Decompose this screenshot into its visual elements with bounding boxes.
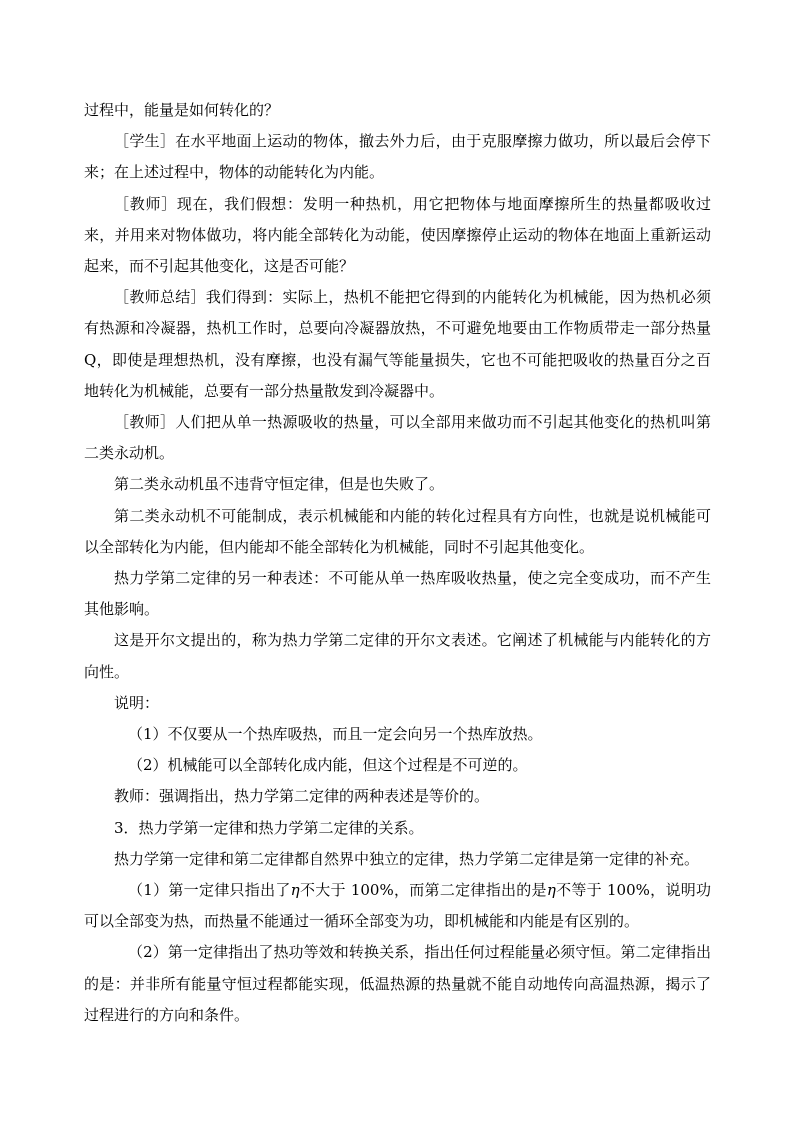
paragraph-note-2: （2）机械能可以全部转化成内能，但这个过程是不可逆的。 xyxy=(128,756,528,775)
paragraph-direction: 第二类永动机不可能制成，表示机械能和内能的转化过程具有方向性，也就是说机械能可以全部转化为内能，但内能却不能全部转化为机械能，同时不引起其他变化。 xyxy=(84,506,711,556)
paragraph-laws-independent: 热力学第一定律和第二定律都自然界中独立的定律，热力学第二定律是第一定律的补充。 xyxy=(114,849,700,868)
paragraph-point-1 xyxy=(84,875,711,937)
point-1-part-b: 不大于 100%，而第二定律指出的是 xyxy=(299,881,547,900)
paragraph-kelvin: 这是开尔文提出的，称为热力学第二定律的开尔文表述。它阐述了机械能与内能转化的方向性。 xyxy=(84,631,711,681)
eta-symbol: η xyxy=(546,881,556,900)
document-body xyxy=(84,95,711,1031)
paragraph-note-1: （1）不仅要从一个热库吸热，而且一定会向另一个热库放热。 xyxy=(128,725,543,744)
paragraph-second-law-statement: 热力学第二定律的另一种表述：不可能从单一热库吸收热量，使之完全变成功，而不产生其他影响。 xyxy=(84,569,711,619)
paragraph-continuation: 过程中，能量是如何转化的？ xyxy=(84,101,280,119)
paragraph-teacher-definition: ［教师］人们把从单一热源吸收的热量，可以全部用来做功而不引起其他变化的热机叫第二类永动机。 xyxy=(84,413,711,463)
paragraph-teacher-hypothesis: ［教师］现在，我们假想：发明一种热机，用它把物体与地面摩擦所生的热量都吸收过来，并用来对物体做功，将内能全部转化为动能，使因摩擦停止运动的物体在地面上重新运动起来，而不引起其他变化，这是否可能？ xyxy=(84,194,711,276)
section-heading-relationship: 3．热力学第一定律和热力学第二定律的关系。 xyxy=(114,818,424,837)
point-1-part-c: 不等于 100%，说明功可以全部变为热，而热量不能通过一循环全部变为功，即机械能和内能是有区别的。 xyxy=(84,881,712,931)
paragraph-teacher-summary: ［教师总结］我们得到：实际上，热机不能把它得到的内能转化为机械能，因为热机必须有热源和冷凝器，热机工作时，总要向冷凝器放热，不可避免地要由工作物质带走一部分热量 Q，即使是理想热机，没有摩擦，也没有漏气等能量损失，它也不可能把吸收的热量百分之百地转化为机械能，总要有一部分热量散发到冷凝器中。 xyxy=(84,288,711,400)
paragraph-student-answer: ［学生］在水平地面上运动的物体，撤去外力后，由于克服摩擦力做功，所以最后会停下来；在上述过程中，物体的动能转化为内能。 xyxy=(84,132,711,182)
point-1-part-a: （1）第一定律只指出了 xyxy=(128,881,291,900)
eta-symbol: η xyxy=(290,881,300,900)
paragraph-perpetual-motion: 第二类永动机虽不违背守恒定律，但是也失败了。 xyxy=(114,475,445,494)
paragraph-point-2: （2）第一定律指出了热功等效和转换关系，指出任何过程能量必须守恒。第二定律指出的是：并非所有能量守恒过程都能实现，低温热源的热量就不能自动地传向高温热源，揭示了过程进行的方向和条件。 xyxy=(84,943,711,1024)
paragraph-explanation-label: 说明： xyxy=(114,693,160,712)
paragraph-teacher-emphasis: 教师：强调指出，热力学第二定律的两种表述是等价的。 xyxy=(114,787,490,806)
